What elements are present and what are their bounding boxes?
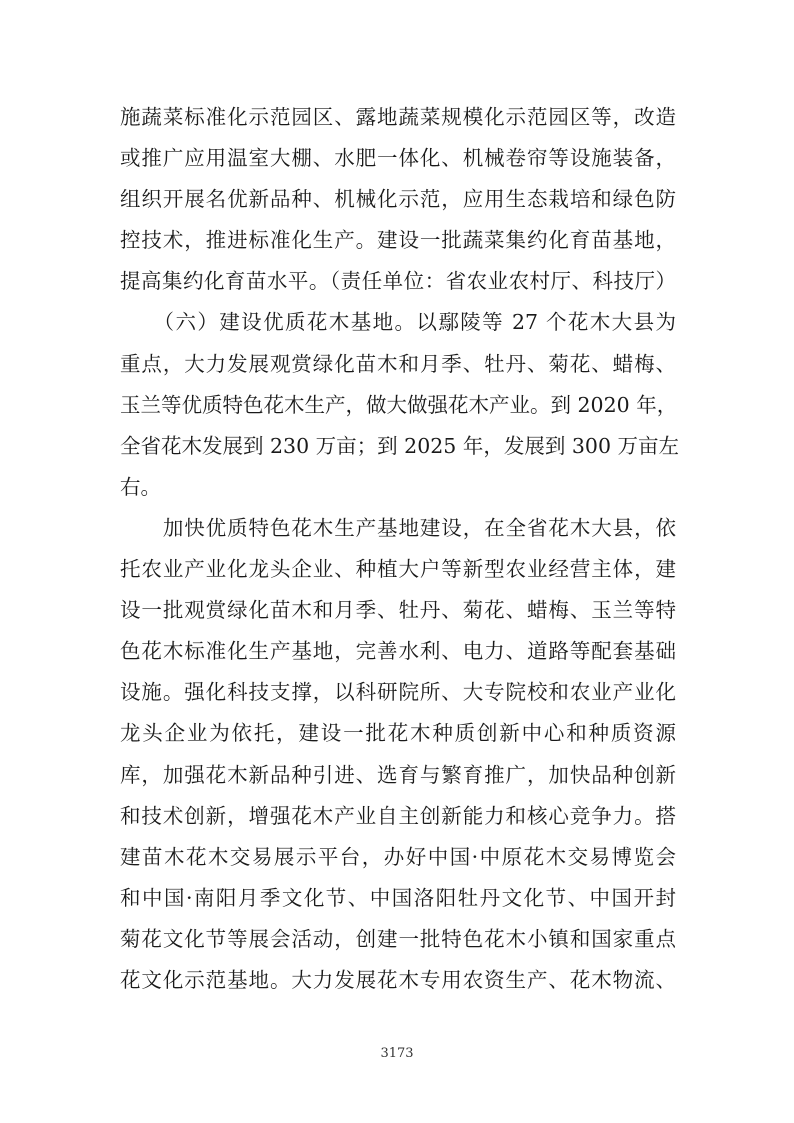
paragraph-start-line: 加快优质特色花木生产基地建设，在全省花木大县，依 [120,515,676,540]
text-line: 和技术创新，增强花木产业自主创新能力和核心竞争力。搭 [120,803,676,828]
text-line: 施蔬菜标准化示范园区、露地蔬菜规模化示范园区等，改造 [120,105,676,129]
text-line: 玉兰等优质特色花木生产，做大做强花木产业。到 2020 年， [120,392,678,417]
text-line: 提高集约化育苗水平。（责任单位：省农业农村厅、科技厅） [120,269,676,294]
text-line: 花文化示范基地。大力发展花木专用农资生产、花木物流、 [120,967,676,992]
text-line: 菊花文化节等展会活动，创建一批特色花木小镇和国家重点 [120,926,676,951]
text-line: 和中国·南阳月季文化节、中国洛阳牡丹文化节、中国开封 [120,885,676,910]
body-text [120,97,680,1001]
text-line: 龙头企业为依托，建设一批花木种质创新中心和种质资源 [120,721,676,746]
text-line: 设一批观赏绿化苗木和月季、牡丹、菊花、蜡梅、玉兰等特 [120,598,676,623]
text-line: 设施。强化科技支撑，以科研院所、大专院校和农业产业化 [120,680,676,705]
text-line: 右。 [120,474,161,499]
text-line: 或推广应用温室大棚、水肥一体化、机械卷帘等设施装备， [120,146,676,171]
text-line: 托农业产业化龙头企业、种植大户等新型农业经营主体，建 [120,557,676,582]
text-line: 色花木标准化生产基地，完善水利、电力、道路等配套基础 [120,639,676,664]
text-line: 组织开展名优新品种、机械化示范，应用生态栽培和绿色防 [120,187,676,212]
text-line: 重点，大力发展观赏绿化苗木和月季、牡丹、菊花、蜡梅、 [120,351,676,376]
section-heading-line: （六）建设优质花木基地。以鄢陵等 27 个花木大县为 [120,310,676,335]
text-line: 全省花木发展到 230 万亩；到 2025 年，发展到 300 万亩左 [120,433,680,458]
text-line: 控技术，推进标准化生产。建设一批蔬菜集约化育苗基地， [120,228,676,253]
text-line: 建苗木花木交易展示平台，办好中国·中原花木交易博览会 [120,844,676,869]
text-line: 库，加强花木新品种引进、选育与繁育推广，加快品种创新 [120,762,676,787]
page-number: 3173 [380,1046,414,1061]
